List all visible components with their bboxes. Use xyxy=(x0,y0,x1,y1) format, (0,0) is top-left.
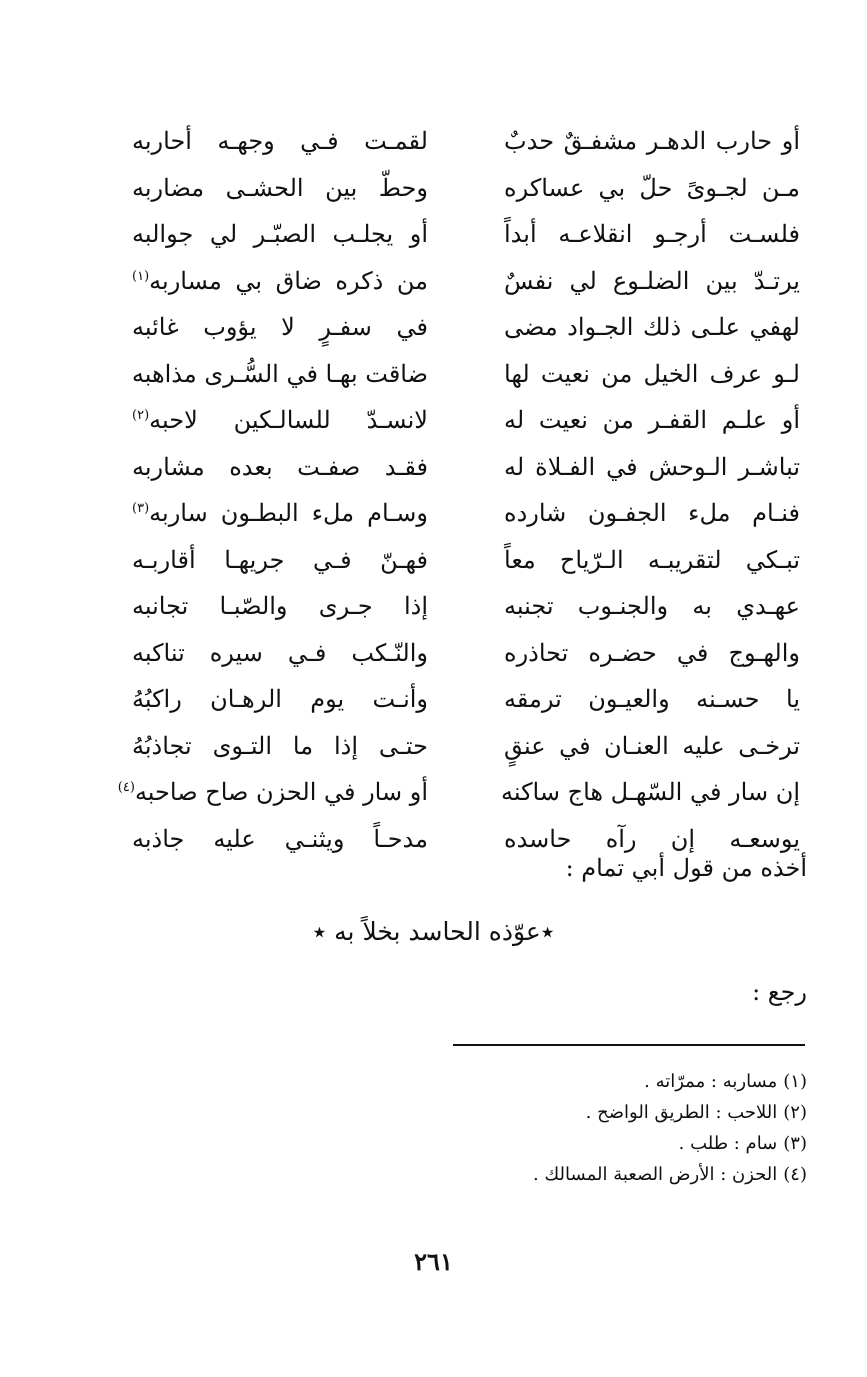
first-hemistich: ترخـى عليه العنـان في عنقٍ xyxy=(504,731,800,760)
first-hemistich: يرتـدّ بين الضلـوع لي نفسٌ xyxy=(504,266,800,295)
first-hemistich: لهفي علـى ذلك الجـواد مضى xyxy=(504,313,800,341)
second-hemistich xyxy=(132,304,428,351)
second-hemistich xyxy=(132,397,428,444)
poem-verses xyxy=(100,118,800,862)
second-hemistich-text: وأنـت يوم الرهـان راكبُهُ xyxy=(132,685,428,713)
second-hemistich-text: لانسـدّ للسالـكين لاحبه xyxy=(149,406,428,434)
second-hemistich-text: وسـام ملء البطـون ساربه xyxy=(149,499,428,527)
first-hemistich: أو حارب الدهـر مشفـقٌ حدبٌ xyxy=(504,127,800,155)
second-hemistich xyxy=(132,444,428,491)
second-hemistich xyxy=(132,258,428,305)
second-hemistich-text: أو يجلـب الصبّـر لي جوالبه xyxy=(132,220,428,248)
first-hemistich: لـو عرف الخيل من نعيت لها xyxy=(504,359,800,388)
footnote-item xyxy=(387,1159,807,1190)
verse-line xyxy=(100,583,800,630)
footnote-item xyxy=(387,1128,807,1159)
raja-heading: رجع : xyxy=(752,978,807,1006)
first-hemistich: أو علـم القفـر من نعيت له xyxy=(504,406,800,434)
quoted-hemistich: ٭عوّذه الحاسد بخلاً به ٭ xyxy=(312,917,555,946)
second-hemistich xyxy=(132,723,428,770)
verse-line xyxy=(100,118,800,165)
footnote-text: مساربه : ممرّاته . xyxy=(644,1071,778,1092)
first-hemistich: فلسـت أرجـو انقلاعـه أبداً xyxy=(504,220,800,248)
footnote-marker: (٣) xyxy=(132,501,150,516)
verse-line xyxy=(100,723,800,770)
footnote-marker: (١) xyxy=(132,268,150,284)
verse-line xyxy=(100,537,800,584)
footnote-divider xyxy=(453,1044,805,1046)
footnote-marker: (٤) xyxy=(117,780,135,795)
second-hemistich-text: أو سار في الحزن صاح صاحبه xyxy=(134,778,428,806)
second-hemistich-text: فقـد صفـت بعده مشاربه xyxy=(132,452,428,481)
first-hemistich: عهـدي به والجنـوب تجنبه xyxy=(504,592,800,620)
second-hemistich xyxy=(132,351,428,398)
second-hemistich xyxy=(132,583,428,630)
second-hemistich-text: فهـنّ فـي جريهـا أقاربـه xyxy=(132,545,428,574)
second-hemistich-text: مدحـاً ويثنـي عليه جاذبه xyxy=(132,824,428,853)
first-hemistich: يوسعـه إن رآه حاسده xyxy=(504,824,800,853)
second-hemistich xyxy=(132,816,428,863)
first-hemistich: مـن لجـوىً حلّ بي عساكره xyxy=(504,173,800,202)
footnote-text: اللاحب : الطريق الواضح . xyxy=(585,1102,778,1123)
footnote-item xyxy=(387,1066,807,1097)
verse-line xyxy=(100,676,800,723)
verse-line xyxy=(100,397,800,444)
second-hemistich-text: والنّـكب فـي سيره تناكبه xyxy=(132,638,428,667)
second-hemistich-text: ضاقت بهـا في السُّـرى مذاهبه xyxy=(131,359,428,388)
first-hemistich: إن سار في السّهـل هاج ساكنه xyxy=(500,778,800,806)
second-hemistich xyxy=(132,211,428,258)
footnote-text: سام : طلب . xyxy=(678,1133,778,1154)
second-hemistich-text: في سفـرٍ لا يؤوب غائبه xyxy=(132,313,428,341)
second-hemistich-text: وحطّ بين الحشـى مضاربه xyxy=(132,173,428,202)
second-hemistich xyxy=(132,165,428,212)
second-hemistich-text: إذا جـرى والصّبـا تجانبه xyxy=(132,592,428,620)
footnote-number: (٤) xyxy=(783,1164,807,1185)
verse-line xyxy=(100,490,800,537)
verse-line xyxy=(100,630,800,677)
source-note: أخذه من قول أبي تمام : xyxy=(565,854,807,882)
second-hemistich xyxy=(132,630,428,677)
footnote-number: (١) xyxy=(783,1071,807,1092)
footnote-item xyxy=(387,1097,807,1128)
footnote-number: (٢) xyxy=(783,1102,807,1123)
verse-line xyxy=(100,769,800,816)
first-hemistich: تباشـر الـوحش في الفـلاة له xyxy=(504,452,800,481)
first-hemistich: فنـام ملء الجفـون شارده xyxy=(504,499,800,527)
verse-line xyxy=(100,351,800,398)
footnote-marker: (٢) xyxy=(132,408,150,423)
second-hemistich xyxy=(132,118,428,165)
second-hemistich xyxy=(132,490,428,537)
verse-line xyxy=(100,165,800,212)
second-hemistich xyxy=(117,769,428,816)
footnotes xyxy=(387,1066,807,1190)
footnote-text: الحزن : الأرض الصعبة المسالك . xyxy=(532,1164,778,1185)
page-number: ٢٦١ xyxy=(414,1247,453,1276)
second-hemistich xyxy=(132,676,428,723)
first-hemistich: والهـوج في حضـره تحاذره xyxy=(504,638,800,667)
first-hemistich: يا حسـنه والعيـون ترمقه xyxy=(504,685,800,713)
first-hemistich: تبـكي لتقريبـه الـرّياح معاً xyxy=(504,545,800,574)
second-hemistich xyxy=(132,537,428,584)
verse-line xyxy=(100,211,800,258)
footnote-number: (٣) xyxy=(783,1133,807,1154)
second-hemistich-text: من ذكره ضاق بي مساربه xyxy=(149,266,428,295)
verse-line xyxy=(100,444,800,491)
verse-line xyxy=(100,258,800,305)
second-hemistich-text: لقمـت فـي وجهـه أحاربه xyxy=(132,127,428,155)
second-hemistich-text: حتـى إذا ما التـوى تجاذبُهُ xyxy=(132,731,428,760)
verse-line xyxy=(100,304,800,351)
